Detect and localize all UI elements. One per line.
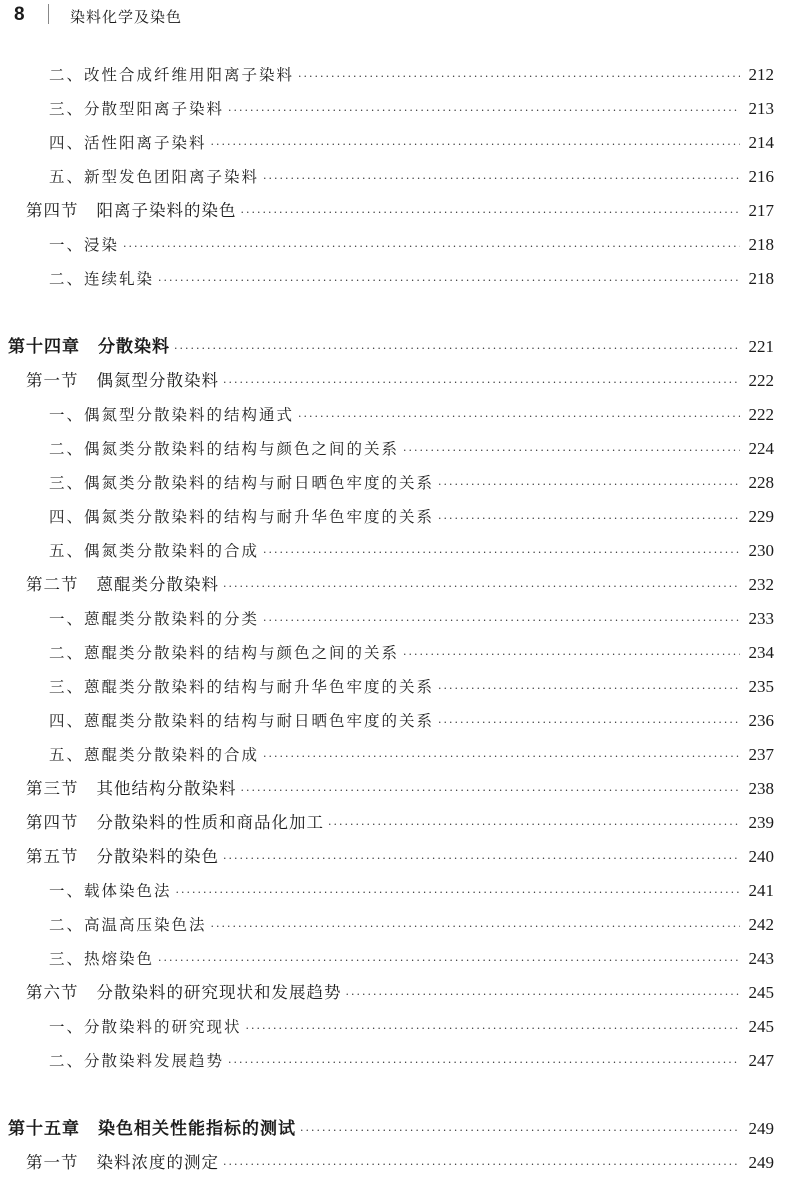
dot-leader	[228, 1050, 740, 1076]
toc-entry-section	[26, 1150, 774, 1176]
entry-title: 三、偶氮类分散染料的结构与耐日晒色牢度的关系	[49, 474, 435, 492]
entry-title	[8, 1116, 300, 1142]
entry-number: 第一节	[26, 1153, 79, 1172]
entry-heading: 染料浓度的测定	[96, 1153, 219, 1172]
dot-leader	[123, 234, 740, 260]
dot-leader	[263, 166, 740, 192]
toc-entry-item	[49, 912, 774, 938]
entry-page-number: 239	[748, 813, 774, 832]
entry-page-number: 241	[748, 881, 774, 900]
toc-entry-section	[26, 368, 774, 394]
entry-title	[26, 198, 241, 224]
entry-title: 一、蒽醌类分散染料的分类	[49, 610, 260, 628]
dot-leader	[211, 132, 740, 158]
entry-page-number: 240	[748, 847, 774, 866]
entry-page-number: 221	[748, 337, 774, 356]
entry-number: 第十四章	[8, 337, 80, 357]
dot-leader	[174, 336, 740, 362]
entry-page-number: 237	[748, 745, 774, 764]
entry-title: 三、分散型阳离子染料	[49, 100, 225, 118]
entry-title: 一、载体染色法	[49, 882, 172, 900]
entry-page-number: 249	[748, 1153, 774, 1172]
dot-leader	[176, 880, 740, 906]
toc-entry-item	[49, 606, 774, 632]
dot-leader	[241, 778, 741, 804]
dot-leader	[263, 540, 740, 566]
dot-leader	[403, 438, 740, 464]
header-divider	[48, 4, 49, 24]
toc-entry-item	[49, 130, 774, 156]
entry-page-number: 224	[748, 439, 774, 458]
dot-leader	[158, 268, 740, 294]
entry-title: 五、蒽醌类分散染料的合成	[49, 746, 260, 764]
dot-leader	[438, 710, 740, 736]
entry-title	[26, 810, 328, 836]
entry-page-number: 234	[748, 643, 774, 662]
toc-entry-item	[49, 164, 774, 190]
dot-leader	[328, 812, 740, 838]
dot-leader	[228, 98, 740, 124]
entry-page-number: 212	[748, 65, 774, 84]
entry-title: 二、改性合成纤维用阳离子染料	[49, 66, 295, 84]
entry-number: 第十五章	[8, 1119, 80, 1139]
entry-page-number: 233	[748, 609, 774, 628]
toc-entry-item	[49, 402, 774, 428]
entry-title: 二、高温高压染色法	[49, 916, 207, 934]
entry-page-number: 235	[748, 677, 774, 696]
entry-title	[26, 1150, 223, 1176]
entry-title: 一、偶氮型分散染料的结构通式	[49, 406, 295, 424]
toc-entry-item	[49, 538, 774, 564]
entry-title	[8, 334, 174, 360]
entry-page-number: 229	[748, 507, 774, 526]
entry-title: 一、分散染料的研究现状	[49, 1018, 242, 1036]
entry-page-number: 218	[748, 269, 774, 288]
toc-entry-item	[49, 232, 774, 258]
entry-page-number: 214	[748, 133, 774, 152]
entry-title: 二、偶氮类分散染料的结构与颜色之间的关系	[49, 440, 400, 458]
toc-entry-item	[49, 436, 774, 462]
entry-heading: 染色相关性能指标的测试	[98, 1119, 296, 1139]
entry-title: 二、分散染料发展趋势	[49, 1052, 225, 1070]
toc-entry-section	[26, 776, 774, 802]
page-number: 8	[14, 4, 25, 25]
toc-entry-section	[26, 810, 774, 836]
dot-leader	[298, 64, 740, 90]
entry-number: 第二节	[26, 575, 79, 594]
entry-page-number: 238	[748, 779, 774, 798]
entry-title: 四、蒽醌类分散染料的结构与耐日晒色牢度的关系	[49, 712, 435, 730]
entry-number: 第一节	[26, 371, 79, 390]
entry-title: 四、偶氮类分散染料的结构与耐升华色牢度的关系	[49, 508, 435, 526]
entry-title: 五、新型发色团阳离子染料	[49, 168, 260, 186]
toc-entry-item	[49, 708, 774, 734]
entry-page-number: 213	[748, 99, 774, 118]
entry-title: 三、蒽醌类分散染料的结构与耐升华色牢度的关系	[49, 678, 435, 696]
entry-title: 二、连续轧染	[49, 270, 155, 288]
toc-entry-section	[26, 844, 774, 870]
entry-heading: 分散染料的性质和商品化加工	[96, 813, 324, 832]
entry-heading: 蒽醌类分散染料	[96, 575, 219, 594]
entry-page-number: 245	[748, 1017, 774, 1036]
entry-heading: 分散染料的研究现状和发展趋势	[96, 983, 342, 1002]
entry-heading: 偶氮型分散染料	[96, 371, 219, 390]
dot-leader	[223, 846, 740, 872]
toc-entry-item	[49, 62, 774, 88]
entry-number: 第四节	[26, 201, 79, 220]
page-header	[0, 0, 790, 36]
dot-leader	[438, 676, 740, 702]
entry-heading: 分散染料的染色	[96, 847, 219, 866]
toc-entry-chapter	[8, 1116, 774, 1142]
entry-page-number: 243	[748, 949, 774, 968]
toc-entry-item	[49, 742, 774, 768]
entry-title	[26, 980, 346, 1006]
dot-leader	[223, 370, 740, 396]
entry-page-number: 236	[748, 711, 774, 730]
entry-page-number: 230	[748, 541, 774, 560]
entry-page-number: 247	[748, 1051, 774, 1070]
toc-entry-item	[49, 946, 774, 972]
entry-page-number: 249	[748, 1119, 774, 1138]
dot-leader	[211, 914, 740, 940]
dot-leader	[263, 608, 740, 634]
dot-leader	[241, 200, 741, 226]
toc-entry-item	[49, 504, 774, 530]
entry-page-number: 245	[748, 983, 774, 1002]
entry-title: 二、蒽醌类分散染料的结构与颜色之间的关系	[49, 644, 400, 662]
entry-heading: 阳离子染料的染色	[96, 201, 237, 220]
dot-leader	[438, 472, 740, 498]
entry-title: 五、偶氮类分散染料的合成	[49, 542, 260, 560]
dot-leader	[298, 404, 740, 430]
entry-title: 一、浸染	[49, 236, 120, 254]
entry-page-number: 222	[748, 405, 774, 424]
entry-page-number: 242	[748, 915, 774, 934]
toc-entry-item	[49, 1048, 774, 1074]
entry-page-number: 217	[748, 201, 774, 220]
toc-entry-item	[49, 470, 774, 496]
dot-leader	[246, 1016, 740, 1042]
dot-leader	[158, 948, 740, 974]
dot-leader	[263, 744, 740, 770]
toc-entry-item	[49, 96, 774, 122]
entry-page-number: 222	[748, 371, 774, 390]
entry-title	[26, 776, 241, 802]
entry-page-number: 232	[748, 575, 774, 594]
dot-leader	[223, 574, 740, 600]
entry-title	[26, 368, 223, 394]
toc-entry-item	[49, 1014, 774, 1040]
dot-leader	[223, 1152, 740, 1178]
entry-heading: 其他结构分散染料	[96, 779, 237, 798]
running-title: 染料化学及染色	[70, 8, 183, 26]
entry-number: 第六节	[26, 983, 79, 1002]
toc-entry-chapter	[8, 334, 774, 360]
toc-entry-section	[26, 572, 774, 598]
entry-title	[26, 572, 223, 598]
toc-entry-section	[26, 198, 774, 224]
entry-title: 四、活性阳离子染料	[49, 134, 207, 152]
dot-leader	[403, 642, 740, 668]
entry-heading: 分散染料	[98, 337, 170, 357]
dot-leader	[300, 1118, 740, 1144]
toc-entry-item	[49, 878, 774, 904]
entry-title	[26, 844, 223, 870]
entry-page-number: 228	[748, 473, 774, 492]
entry-number: 第三节	[26, 779, 79, 798]
toc-entry-item	[49, 674, 774, 700]
toc-entry-item	[49, 266, 774, 292]
entry-page-number: 216	[748, 167, 774, 186]
entry-number: 第五节	[26, 847, 79, 866]
toc-entry-item	[49, 640, 774, 666]
dot-leader	[346, 982, 741, 1008]
dot-leader	[438, 506, 740, 532]
entry-page-number: 218	[748, 235, 774, 254]
toc-entry-section	[26, 980, 774, 1006]
entry-number: 第四节	[26, 813, 79, 832]
entry-title: 三、热熔染色	[49, 950, 155, 968]
